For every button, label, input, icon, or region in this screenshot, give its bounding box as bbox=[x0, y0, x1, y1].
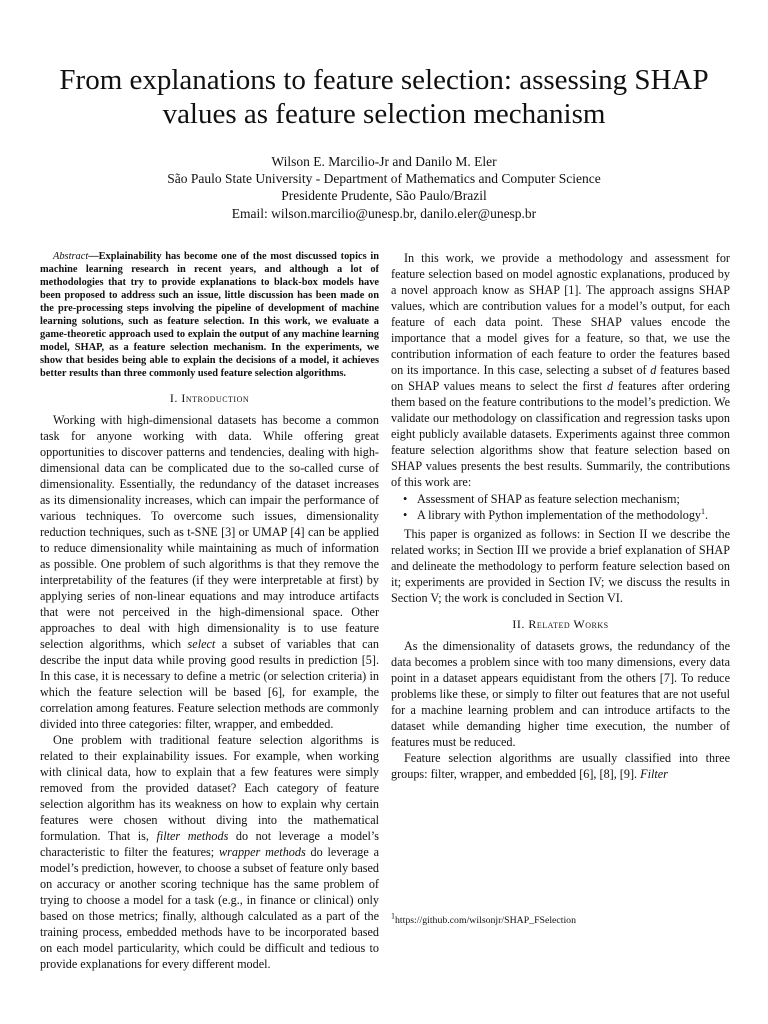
footnote-ref: 1 bbox=[701, 506, 706, 516]
list-item-text: Assessment of SHAP as feature selection mechanism; bbox=[417, 492, 680, 506]
text-run: In this work, we provide a methodology and assessment for feature selection based on model agnostic explanations, produced by a novel approach know as SHAP [1]. The approach assigns SHAP values, which are contribution values for a model’s output, for each feature of each data point. These SHAP values encode the importance that a model gives for a feature, so that, we use the contribution information of each feature to order the features based on its importance. In this case, selecting a subset of bbox=[391, 251, 730, 377]
math-variable: d bbox=[607, 379, 614, 393]
intro-paragraph-2 bbox=[40, 732, 379, 972]
section-name: Introduction bbox=[181, 391, 250, 405]
bullet-icon: • bbox=[403, 492, 408, 506]
math-variable: d bbox=[650, 363, 657, 377]
abstract-label: Abstract bbox=[53, 251, 89, 262]
section-heading-related-works bbox=[391, 616, 730, 632]
footnote bbox=[391, 911, 730, 927]
bullet-icon: • bbox=[403, 508, 408, 522]
text-run: features after ordering them based on the feature contributions to the model’s prediction. We validate our methodology on classification and regression tasks upon eight publicly available datasets. Experiments against three common feature selection algorithms show that feature selection based on SHAP values presents the best results. Summarily, the contributions of this work are: bbox=[391, 379, 730, 489]
text-run: Feature selection algorithms are usually classified into three groups: filter, wrapper, and embedded [6], [8], [9]. bbox=[391, 751, 730, 781]
emphasis: Filter bbox=[640, 767, 668, 781]
list-item bbox=[403, 491, 730, 507]
text-run: features based on SHAP values means to select the first bbox=[391, 363, 730, 393]
section-name: Related Works bbox=[528, 617, 609, 631]
emphasis: filter methods bbox=[156, 829, 229, 843]
list-item-text: A library with Python implementation of the methodology bbox=[417, 508, 702, 522]
list-item-text: . bbox=[705, 508, 709, 522]
location: Presidente Prudente, São Paulo/Brazil bbox=[281, 188, 487, 204]
paper-title: From explanations to feature selection: assessing SHAP values as feature selection mechanism bbox=[59, 64, 709, 130]
emphasis: select bbox=[187, 637, 216, 651]
footnote-marker: 1 bbox=[391, 911, 395, 921]
intro-paragraph-3 bbox=[391, 250, 730, 490]
section-heading-introduction bbox=[40, 390, 379, 406]
affiliation: São Paulo State University - Department of Mathematics and Computer Science bbox=[167, 171, 601, 187]
text-run: Working with high-dimensional datasets has become a common task for anyone working with data. While offering great opportunities to discover patterns and tendencies, dealing with high-dimensional data can be complicated due to the so-called curse of dimensionality. Essentially, the redundancy of the dataset increases as its dimensionality increases, which can impair the performance of various techniques. To overcome such issues, dimensionality reduction techniques, such as t-SNE [3] or UMAP [4] can be applied to reduce dimensionality while maintaining as much of information as possible. One problem of such algorithms is that they remove the interpretability of the features (if they were interpretable at first) by applying series of non-linear equations and may introduce artifacts that were not perceived in the high-dimensional space. Other approaches to deal with high dimensionality is to use feature selection algorithms, which bbox=[40, 413, 379, 651]
intro-paragraph-4: This paper is organized as follows: in Section II we describe the related works; in Section III we provide a brief explanation of SHAP and delineate the methodology to perform feature selection based on it; experiments are provided in Section IV; we discuss the results in Section V; the work is concluded in Section VI. bbox=[391, 527, 730, 605]
section-number: II. bbox=[512, 617, 525, 631]
related-paragraph-1: As the dimensionality of datasets grows, the redundancy of the data becomes a problem since with too many dimensions, every data point in a dataset appears equidistant from the others [7]. To reduce problems like these, or simply to filter out features that are not useful for a machine learning problem and can introduce artifacts to the dataset while demanding higher time execution, the number of features must be reduced. bbox=[391, 639, 730, 749]
emphasis: wrapper methods bbox=[218, 845, 306, 859]
footnote-link[interactable]: https://github.com/wilsonjr/SHAP_FSelection bbox=[395, 915, 576, 926]
abstract-text: —Explainability has become one of the most discussed topics in machine learning research in recent years, and although a lot of methodologies that try to provide explanations to black-box models have been proposed to address such an issue, little discussion has been made on the pre-processing steps involving the pipeline of development of machine learning solutions, such as feature selection. In this work, we evaluate a game-theoretic approach used to explain the output of any machine learning model, SHAP, as a feature selection mechanism. In the experiments, we show that besides being able to explain the decisions of a model, it achieves better results than three commonly used feature selection algorithms. bbox=[40, 251, 379, 379]
text-run: do leverage a model’s prediction, however, to choose a subset of feature only based on accuracy or another scoring technique has the same problem of trying to choose a model for a task (e.g., in finance or clinical) only based on those metrics; finally, although calculated as a part of the training process, embedded methods have to be incorporated based on each model particularity, which could be difficult and tedious to provide explanations for every different model. bbox=[40, 845, 380, 971]
abstract bbox=[40, 250, 379, 380]
text-run: a subset of variables that can describe the input data while proving good results in prediction [5]. In this case, it is necessary to define a metric (or selection criteria) in which the feature selection will be based [6], for example, the correlation among features. Feature selection methods are commonly divided into three categories: filter, wrapper, and embedded. bbox=[40, 637, 380, 731]
contribution-list bbox=[391, 491, 730, 523]
section-number: I. bbox=[169, 391, 178, 405]
intro-paragraph-1 bbox=[40, 412, 379, 732]
author-names: Wilson E. Marcilio-Jr and Danilo M. Eler bbox=[271, 154, 497, 169]
email: Email: wilson.marcilio@unesp.br, danilo.eler@unesp.br bbox=[231, 205, 537, 221]
text-run: do not leverage a model’s characteristic to filter the features; bbox=[40, 829, 380, 859]
author-block bbox=[40, 153, 728, 222]
related-paragraph-2 bbox=[391, 750, 730, 782]
text-run: One problem with traditional feature selection algorithms is related to their explainability issues. For example, when working with clinical data, how to explain that a few features were simply removed from the provided dataset? Each category of feature selection algorithm has its weakness on how to explain why certain features were chosen without diving into the mathematical formulation. That is, bbox=[40, 733, 379, 843]
left-column bbox=[40, 250, 379, 972]
list-item bbox=[403, 506, 730, 523]
right-column bbox=[391, 250, 730, 782]
